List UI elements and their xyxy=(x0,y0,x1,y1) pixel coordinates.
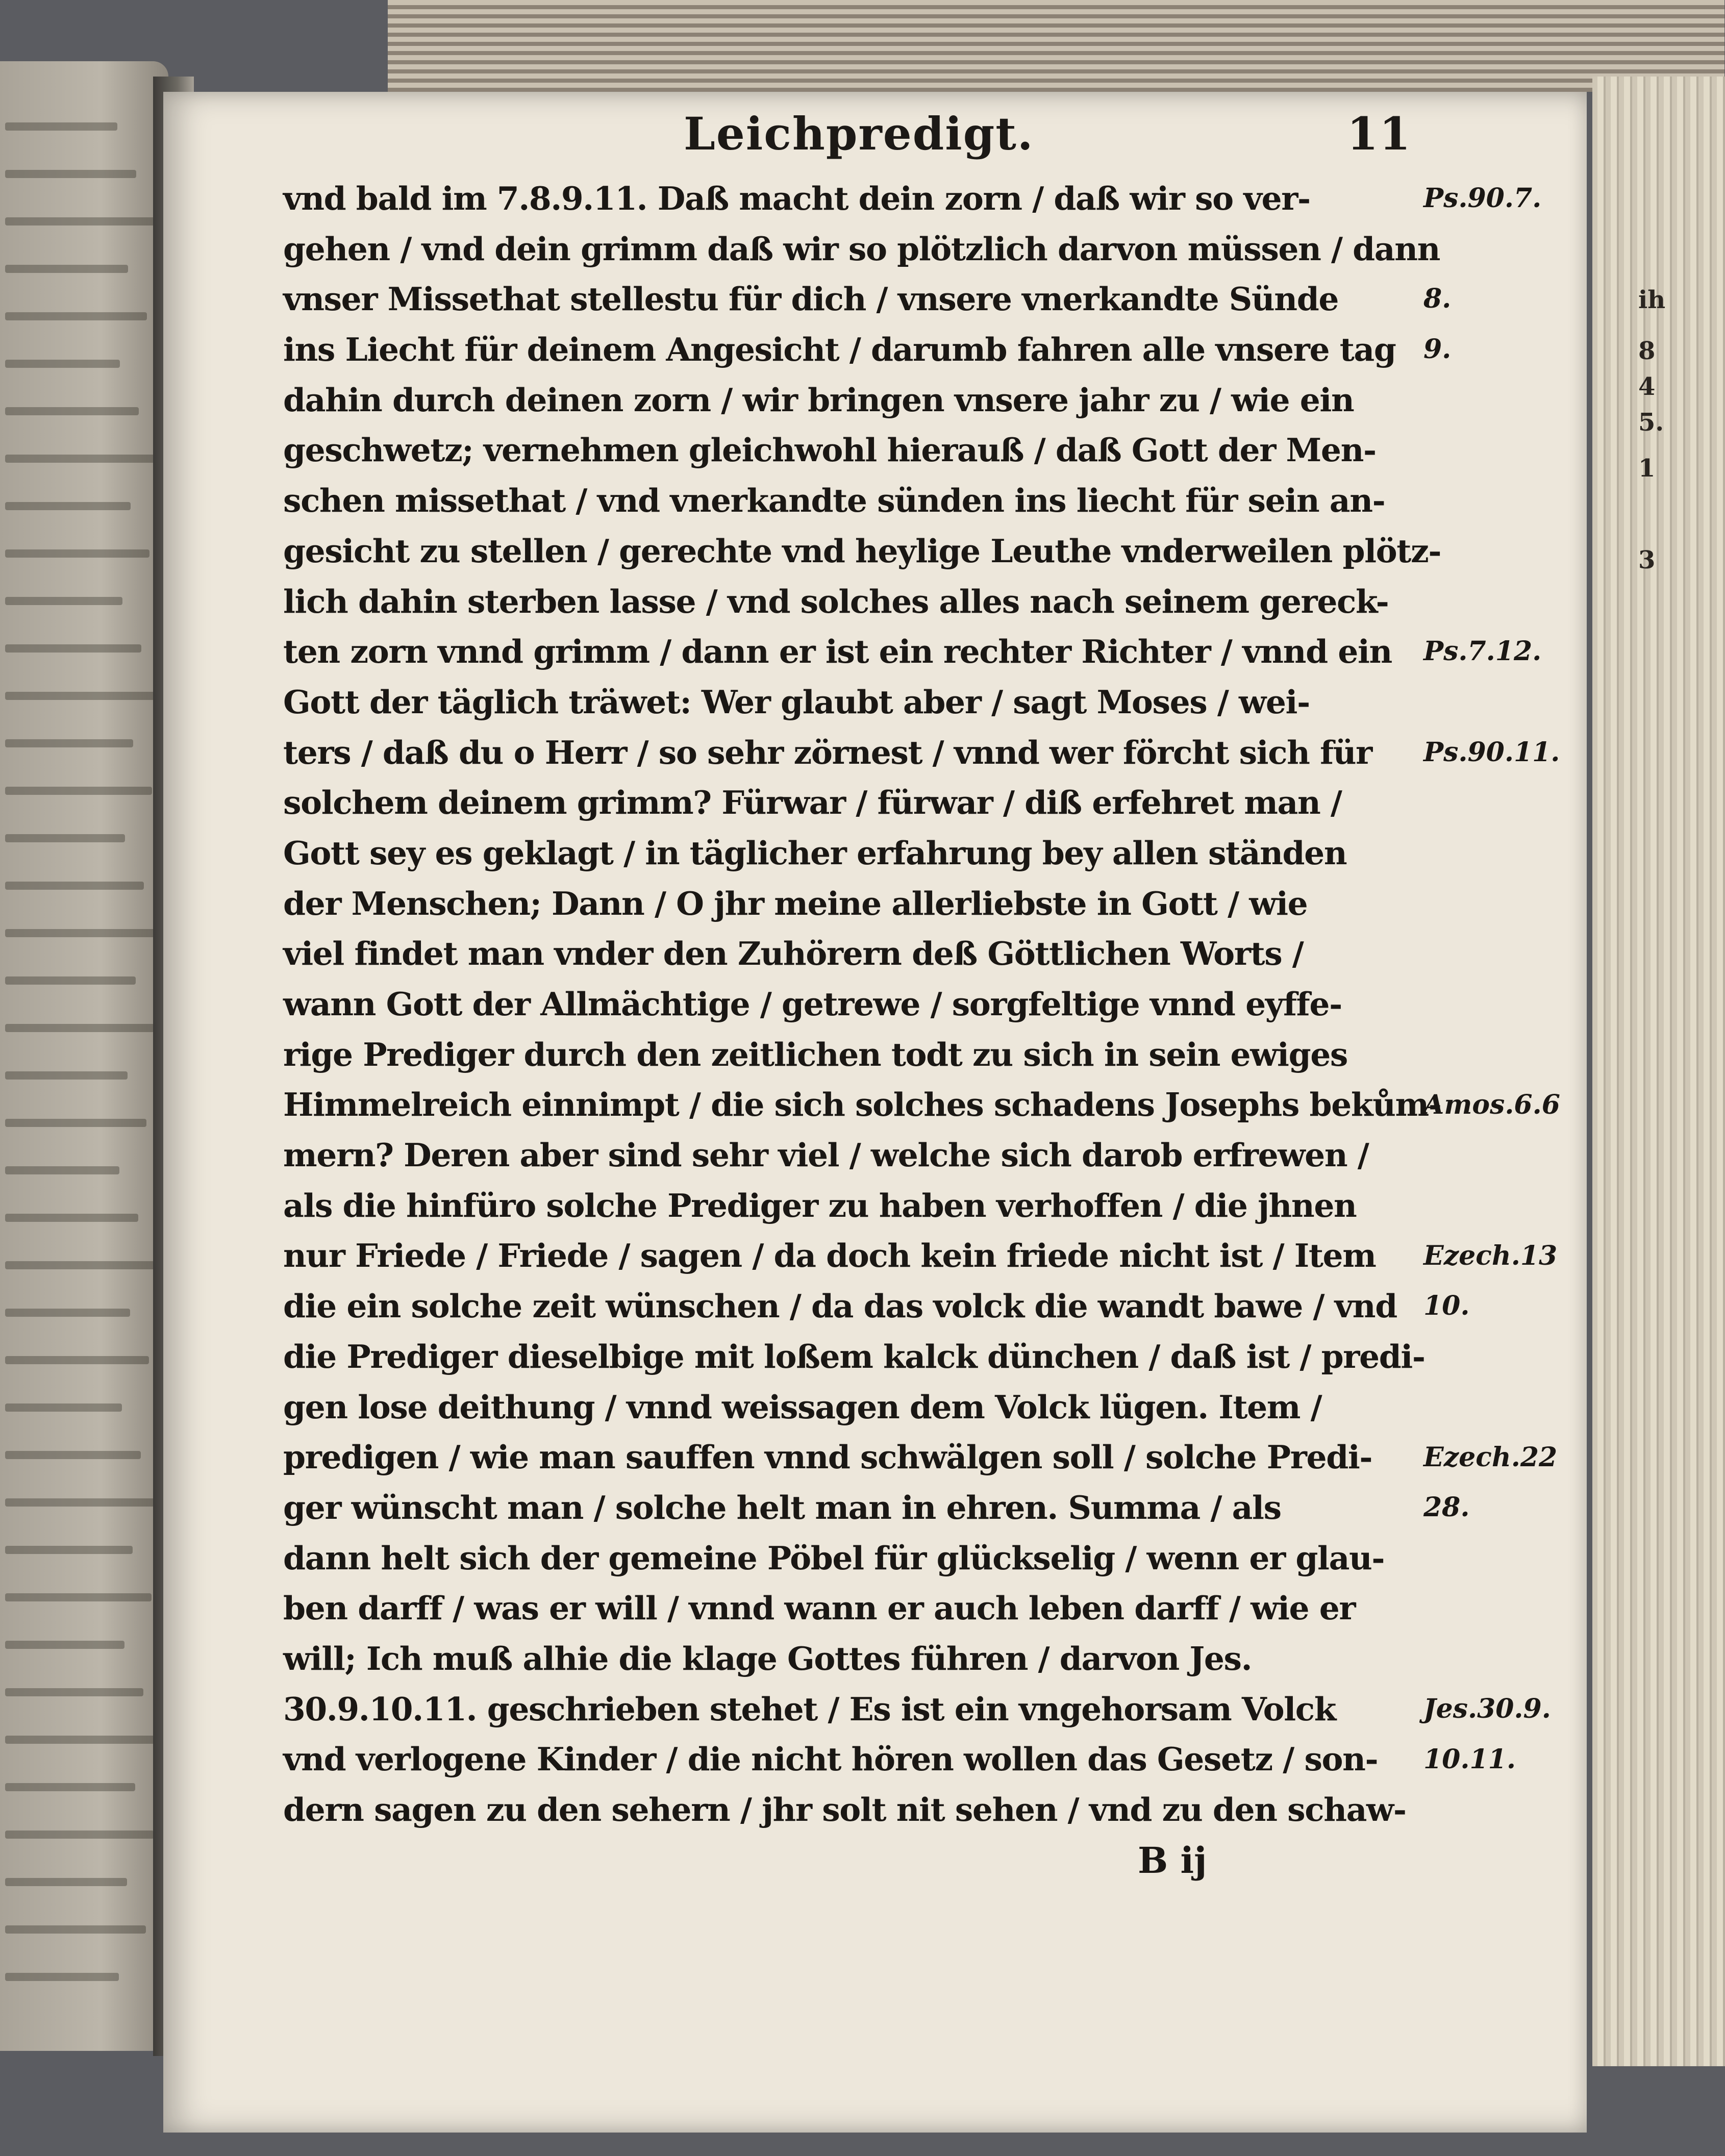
margin-note: Ps.90.7. xyxy=(1423,183,1542,214)
margin-note: Jes.30.9. xyxy=(1423,1693,1551,1724)
body-line: ger wünscht man / solche helt man in ehren. Summa / als xyxy=(283,1488,1281,1526)
facing-page-text-line xyxy=(5,1356,149,1364)
running-head xyxy=(684,107,1412,160)
facing-page-text-line xyxy=(5,929,163,937)
body-line: Gott der täglich träwet: Wer glaubt aber / sagt Moses / wei- xyxy=(283,683,1310,721)
page-number: 11 xyxy=(1347,107,1412,160)
margin-note: Amos.6.6 xyxy=(1423,1089,1560,1120)
facing-page-text-line xyxy=(5,1783,135,1791)
facing-page-text-line xyxy=(5,1403,122,1412)
body-line: der Menschen; Dann / O jhr meine allerliebste in Gott / wie xyxy=(283,884,1308,922)
body-line: viel findet man vnder den Zuhörern deß Göttlichen Worts / xyxy=(283,935,1304,973)
facing-page-text-line xyxy=(5,502,131,510)
margin-note: 10.11. xyxy=(1423,1743,1516,1775)
facing-page-text-line xyxy=(5,1261,157,1269)
facing-page-text-line xyxy=(5,265,128,273)
facing-page-text-line xyxy=(5,549,149,558)
margin-note: Ps.90.11. xyxy=(1423,736,1560,768)
facing-page-text-line xyxy=(5,644,141,653)
facing-page-text-line xyxy=(5,1878,127,1886)
margin-note: Ezech.13 xyxy=(1423,1240,1558,1271)
margin-note: 10. xyxy=(1423,1290,1470,1322)
facing-page-text-line xyxy=(5,312,147,320)
body-line: dahin durch deinen zorn / wir bringen vnsere jahr zu / wie ein xyxy=(283,381,1354,419)
facing-page-text-line xyxy=(5,1641,124,1649)
body-line: lich dahin sterben lasse / vnd solches alles nach seinem gereck- xyxy=(283,582,1389,620)
facing-page-text-line xyxy=(5,597,122,605)
facing-page-text-line xyxy=(5,1071,128,1080)
facing-page-text-line xyxy=(5,407,139,415)
body-line: nur Friede / Friede / sagen / da doch kein friede nicht ist / Item xyxy=(283,1237,1376,1275)
body-line: die Prediger dieselbige mit loßem kalck dünchen / daß ist / predi- xyxy=(283,1337,1425,1375)
margin-note: 8. xyxy=(1423,283,1452,315)
facing-page-text-line xyxy=(5,122,117,131)
body-line: predigen / wie man sauffen vnnd schwälgen soll / solche Predi- xyxy=(283,1438,1372,1476)
body-line: gehen / vnd dein grimm daß wir so plötzlich darvon müssen / dann xyxy=(283,230,1440,268)
body-line: ten zorn vnnd grimm / dann er ist ein rechter Richter / vnnd ein xyxy=(283,633,1392,671)
body-line: dann helt sich der gemeine Pöbel für glückselig / wenn er glau- xyxy=(283,1539,1385,1577)
facing-page-text-line xyxy=(5,170,136,178)
facing-page-text-line xyxy=(5,1736,162,1744)
facing-page-text-line xyxy=(5,217,155,225)
margin-note: Ezech.22 xyxy=(1423,1441,1558,1473)
body-line: gesicht zu stellen / gerechte vnd heylige Leuthe vnderweilen plötz- xyxy=(283,532,1441,570)
facing-page-text-line xyxy=(5,882,144,890)
body-line: wann Gott der Allmächtige / getrewe / sorgfeltige vnnd eyffe- xyxy=(283,985,1342,1023)
body-line: ters / daß du o Herr / so sehr zörnest / vnnd wer förcht sich für xyxy=(283,733,1372,771)
page-edge-tab: 4 xyxy=(1638,372,1656,401)
facing-page-text-line xyxy=(5,692,160,700)
margin-note: 9. xyxy=(1423,334,1452,365)
body-line: schen missethat / vnd vnerkandte sünden ins liecht für sein an- xyxy=(283,482,1385,520)
facing-left-page xyxy=(0,61,168,2051)
margin-note: Ps.7.12. xyxy=(1423,636,1542,667)
body-line: vnd verlogene Kinder / die nicht hören wollen das Gesetz / son- xyxy=(283,1740,1378,1778)
body-text xyxy=(283,173,1441,1835)
facing-page-text-line xyxy=(5,976,136,985)
facing-page-text-line xyxy=(5,1593,152,1601)
running-head-title: Leichpredigt. xyxy=(684,107,1034,160)
facing-page-text-line xyxy=(5,1925,146,1934)
facing-page-text-line xyxy=(5,1309,130,1317)
body-line: ben darff / was er will / vnnd wann er auch leben darff / wie er xyxy=(283,1589,1356,1627)
facing-page-text-line xyxy=(5,1214,138,1222)
facing-page-text-line xyxy=(5,1546,133,1554)
facing-page-text-line xyxy=(5,1024,155,1032)
body-line: Gott sey es geklagt / in täglicher erfahrung bey allen ständen xyxy=(283,834,1347,872)
body-line: die ein solche zeit wünschen / da das volck die wandt bawe / vnd xyxy=(283,1287,1397,1325)
facing-page-text-line xyxy=(5,787,152,795)
body-line: ins Liecht für deinem Angesicht / darumb fahren alle vnsere tag xyxy=(283,331,1396,369)
body-line: geschwetz; vernehmen gleichwohl hierauß / daß Gott der Men- xyxy=(283,431,1376,469)
margin-note: 28. xyxy=(1423,1492,1470,1523)
body-line: rige Prediger durch den zeitlichen todt zu sich in sein ewiges xyxy=(283,1035,1347,1073)
facing-page-text-line xyxy=(5,1498,160,1507)
body-line: vnser Missethat stellestu für dich / vnsere vnerkandte Sünde xyxy=(283,280,1339,318)
body-line: als die hinfüro solche Prediger zu haben verhoffen / die jhnen xyxy=(283,1186,1357,1224)
page-edge-tab: 8 xyxy=(1638,337,1656,365)
facing-page-text-line xyxy=(5,739,133,747)
body-line: dern sagen zu den sehern / jhr solt nit sehen / vnd zu den schaw- xyxy=(283,1791,1406,1828)
body-line: solchem deinem grimm? Fürwar / fürwar / diß erfehret man / xyxy=(283,784,1342,822)
body-line: gen lose deithung / vnnd weissagen dem Volck lügen. Item / xyxy=(283,1388,1322,1426)
body-line: mern? Deren aber sind sehr viel / welche sich darob erfrewen / xyxy=(283,1136,1369,1174)
body-line: 30.9.10.11. geschrieben stehet / Es ist ein vngehorsam Volck xyxy=(283,1690,1336,1728)
page-edge-tab: 1 xyxy=(1638,454,1656,483)
signature-mark: B ij xyxy=(1138,1839,1207,1882)
facing-page-text-line xyxy=(5,1166,119,1174)
facing-page-text-line xyxy=(5,834,125,842)
body-line: vnd bald im 7.8.9.11. Daß macht dein zorn / daß wir so ver- xyxy=(283,180,1310,217)
body-line: will; Ich muß alhie die klage Gottes führen / darvon Jes. xyxy=(283,1639,1252,1677)
page-edge-tab: ih xyxy=(1638,286,1666,314)
facing-page-text-line xyxy=(5,455,158,463)
facing-page-text-line xyxy=(5,1688,143,1696)
facing-page-text-line xyxy=(5,1451,141,1459)
page-edge-tab: 3 xyxy=(1638,546,1656,574)
page-edge-tab: 5. xyxy=(1638,408,1664,437)
body-line: Himmelreich einnimpt / die sich solches schadens Josephs bekům- xyxy=(283,1086,1441,1124)
facing-page-text-line xyxy=(5,1119,146,1127)
facing-page-text-line xyxy=(5,1973,119,1981)
page-edges-top xyxy=(388,0,1724,92)
facing-page-text-line xyxy=(5,360,120,368)
facing-page-text-line xyxy=(5,1831,154,1839)
page-edges-right xyxy=(1592,77,1725,2066)
